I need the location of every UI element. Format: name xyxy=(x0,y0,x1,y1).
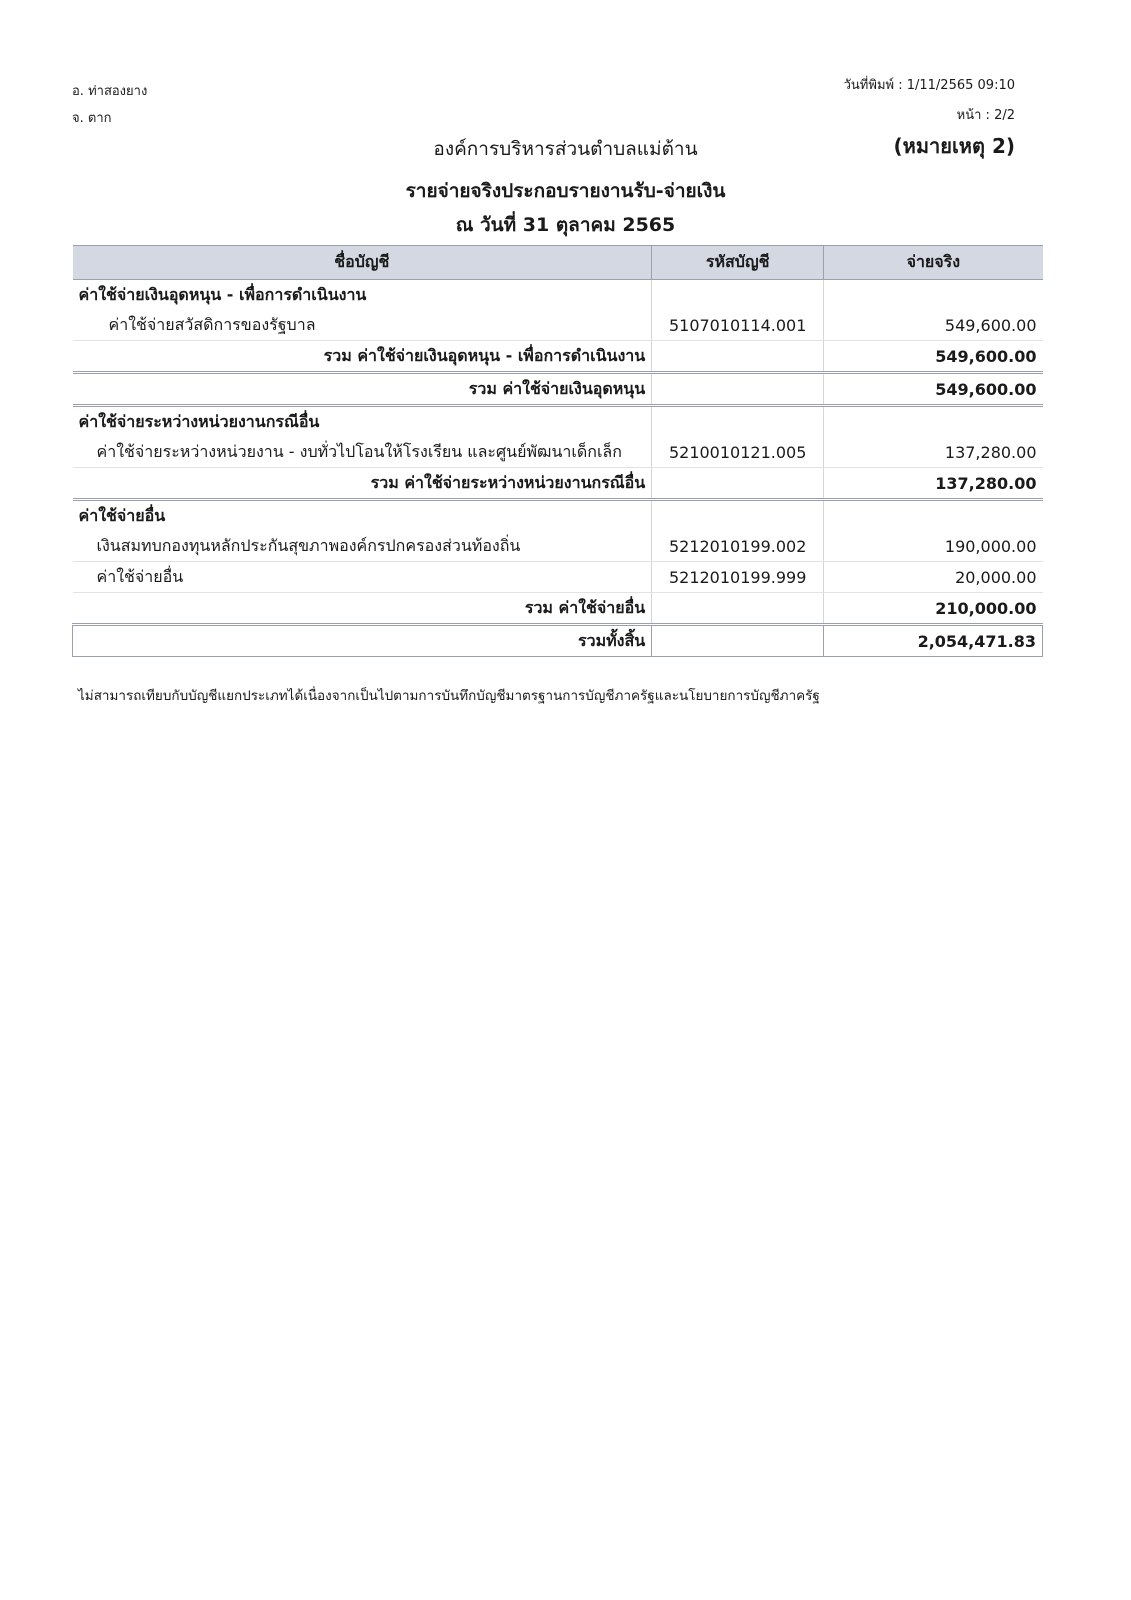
column-header-amount: จ่ายจริง xyxy=(824,246,1043,280)
expense-table xyxy=(72,245,1043,657)
district-label: อ. ท่าสองยาง xyxy=(72,84,148,99)
page-number: หน้า : 2/2 xyxy=(956,108,1015,123)
table-row xyxy=(73,437,1043,468)
account-name: ค่าใช้จ่ายสวัสดิการของรัฐบาล xyxy=(73,310,652,341)
account-code: 5107010114.001 xyxy=(652,310,824,341)
account-amount: 137,280.00 xyxy=(824,437,1043,468)
account-amount: 190,000.00 xyxy=(824,531,1043,562)
province-label: จ. ตาก xyxy=(72,111,112,126)
account-amount: 549,600.00 xyxy=(824,310,1043,341)
section-row xyxy=(73,406,1043,438)
grand-total-row xyxy=(73,625,1043,657)
grand-total-label: รวมทั้งสิ้น xyxy=(73,625,652,657)
group-total-amount: 549,600.00 xyxy=(824,373,1043,406)
print-date: วันที่พิมพ์ : 1/11/2565 09:10 xyxy=(843,78,1015,93)
subtotal-label: รวม ค่าใช้จ่ายระหว่างหน่วยงานกรณีอื่น xyxy=(73,468,652,500)
subtotal-amount: 137,280.00 xyxy=(824,468,1043,500)
table-row xyxy=(73,562,1043,593)
subtotal-label: รวม ค่าใช้จ่ายอื่น xyxy=(73,593,652,625)
account-amount: 20,000.00 xyxy=(824,562,1043,593)
table-row xyxy=(73,531,1043,562)
account-code: 5210010121.005 xyxy=(652,437,824,468)
column-header-code: รหัสบัญชี xyxy=(652,246,824,280)
account-name: เงินสมทบกองทุนหลักประกันสุขภาพองค์กรปกครองส่วนท้องถิ่น xyxy=(73,531,652,562)
subtotal-row xyxy=(73,341,1043,373)
account-code: 5212010199.999 xyxy=(652,562,824,593)
report-date: ณ วันที่ 31 ตุลาคม 2565 xyxy=(455,214,676,236)
section-title: ค่าใช้จ่ายระหว่างหน่วยงานกรณีอื่น xyxy=(78,411,320,431)
subtotal-amount: 210,000.00 xyxy=(824,593,1043,625)
table-header-row xyxy=(73,246,1043,280)
section-title: ค่าใช้จ่ายเงินอุดหนุน - เพื่อการดำเนินงาน xyxy=(78,284,367,304)
report-title: รายจ่ายจริงประกอบรายงานรับ-จ่ายเงิน xyxy=(405,180,726,202)
organization-name: องค์การบริหารส่วนตำบลแม่ต้าน xyxy=(433,138,698,160)
group-total-label: รวม ค่าใช้จ่ายเงินอุดหนุน xyxy=(73,373,652,406)
subtotal-label: รวม ค่าใช้จ่ายเงินอุดหนุน - เพื่อการดำเนินงาน xyxy=(73,341,652,373)
account-name: ค่าใช้จ่ายอื่น xyxy=(73,562,652,593)
section-title: ค่าใช้จ่ายอื่น xyxy=(78,505,166,525)
subtotal-row xyxy=(73,468,1043,500)
subtotal-amount: 549,600.00 xyxy=(824,341,1043,373)
account-code: 5212010199.002 xyxy=(652,531,824,562)
section-row xyxy=(73,500,1043,532)
note-reference: (หมายเหตุ 2) xyxy=(893,134,1015,158)
account-name: ค่าใช้จ่ายระหว่างหน่วยงาน - งบทั่วไปโอนให้โรงเรียน และศูนย์พัฒนาเด็กเล็ก xyxy=(73,437,652,468)
section-row xyxy=(73,280,1043,311)
subtotal-row xyxy=(73,593,1043,625)
grand-total-amount: 2,054,471.83 xyxy=(824,625,1043,657)
table-row xyxy=(73,310,1043,341)
group-total-row xyxy=(73,373,1043,406)
footnote: ไม่สามารถเทียบกับบัญชีแยกประเภทได้เนื่องจากเป็นไปตามการบันทึกบัญชีมาตรฐานการบัญชีภาครัฐและนโยบายการบัญชีภาครัฐ xyxy=(78,688,820,704)
column-header-name: ชื่อบัญชี xyxy=(73,246,652,280)
